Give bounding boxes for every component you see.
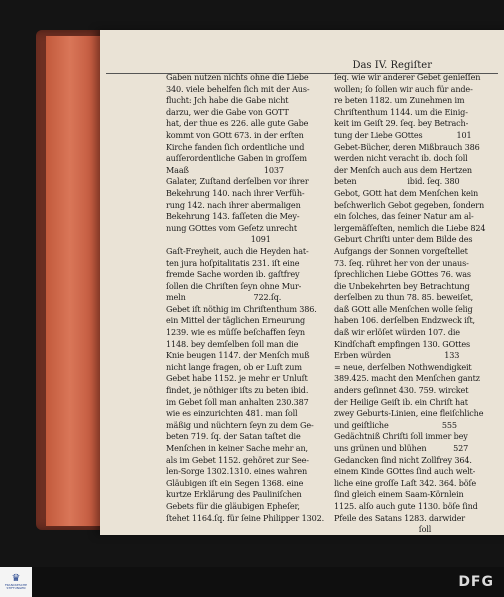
viewer-footer: [0, 567, 504, 597]
text-line: liche eine groſſe Laſt 342. 364. böſe: [334, 477, 477, 488]
text-line: ſoll: [334, 524, 432, 535]
text-line: 389.425. macht den Menſchen gantz: [334, 373, 480, 384]
text-line: lergemäſſeſten, nemlich die Liebe 824: [334, 222, 486, 233]
text-line: als im Gebet 1152. gehöret zur See-: [166, 454, 309, 465]
text-line: 1091: [166, 234, 271, 245]
text-line: haben 106. derſelben Endzweck iſt,: [334, 315, 475, 326]
text-line: hat, der thue es 226. alle gute Gabe: [166, 118, 309, 129]
left-text-column: [166, 72, 324, 524]
text-line: die Unbekehrten bey Betrachtung: [334, 280, 470, 291]
text-line: tung der Liebe GOttes 101: [334, 129, 472, 140]
dfg-logo[interactable]: DFG: [458, 574, 494, 590]
library-logo-text: FRANCKESCHE STIFTUNGEN: [4, 583, 28, 590]
text-line: daß wir erlöſet würden 107. die: [334, 327, 460, 338]
text-line: mäßig und nüchtern ſeyn zu dem Ge-: [166, 419, 314, 430]
text-line: wollen; ſo ſollen wir auch für ande-: [334, 83, 473, 94]
text-line: Erben würden 133: [334, 350, 460, 361]
text-line: 1239. wie es müſſe beſchaffen ſeyn: [166, 327, 305, 338]
eagle-icon: ♛: [11, 573, 21, 584]
text-line: ein ſolches, das ſeiner Natur am al-: [334, 211, 474, 222]
text-line: kurtze Erklärung des Pauliniſchen: [166, 489, 302, 500]
text-line: Gaſt-Freyheit, auch die Heyden hat-: [166, 245, 309, 256]
text-line: ein Mittel der täglichen Erneurung: [166, 315, 306, 326]
text-line: derſelben zu thun 78. 85. beweiſet,: [334, 292, 474, 303]
text-line: Gaben nutzen nichts ohne die Liebe: [166, 72, 309, 82]
text-line: len-Sorge 1302.1310. eines wahren: [166, 466, 308, 477]
library-logo[interactable]: [0, 567, 32, 597]
text-line: ſollen die Chriſten ſeyn ohne Mur-: [166, 280, 302, 291]
text-line: Menſchen in keiner Sache mehr an,: [166, 443, 308, 453]
text-line: 340. viele behelfen ſich mit der Aus-: [166, 83, 310, 94]
text-line: wie es einzurichten 481. man ſoll: [166, 408, 298, 419]
text-line: Bekehrung 140. nach ihrer Verfüh-: [166, 187, 305, 198]
text-line: Kirche fanden ſich ordentliche und: [166, 141, 305, 152]
running-header-text: Das IV. Regiſter: [352, 60, 432, 71]
text-line: uns grünen und blühen 527: [334, 443, 469, 453]
text-line: ſeq. wie wir anderer Gebet genieſſen: [334, 72, 481, 82]
text-line: Gebet-Bücher, deren Mißbrauch 386: [334, 141, 480, 152]
text-line: im Gebet ſoll man anhalten 230.387: [166, 396, 309, 407]
text-line: daß GOtt alle Menſchen wolle ſelig: [334, 303, 473, 314]
text-line: nicht lange fragen, ob er Luſt zum: [166, 361, 302, 372]
text-line: Galater, Zuſtand derſelben vor ihrer: [166, 176, 309, 187]
text-line: Kindſchaft empfingen 130. GOttes: [334, 338, 470, 349]
text-line: werden nicht veracht ib. doch ſoll: [334, 153, 468, 164]
text-line: Geburt Chriſti unter dem Bilde des: [334, 234, 473, 245]
text-line: darzu, wer die Gabe von GOTT: [166, 106, 289, 117]
text-line: ten jura hoſpitalitatis 231. iſt eine: [166, 257, 300, 268]
text-line: re beten 1182. um Zunehmen im: [334, 95, 465, 106]
text-line: kommt von GOtt 673. in der erſten: [166, 129, 304, 140]
text-line: und geiſtliche 555: [334, 419, 457, 430]
text-line: Maaß 1037: [166, 164, 284, 175]
text-line: fremde Sache worden ib. gaſtfrey: [166, 269, 300, 280]
text-line: ſtehet 1164.ſq. für ſeine Philipper 1302.: [166, 512, 324, 523]
text-line: Gebets für die gläubigen Epheſer,: [166, 500, 300, 511]
right-text-column: [334, 72, 485, 536]
text-line: 73. ſeq. rühret her von der unaus-: [334, 257, 469, 268]
text-line: der Menſch auch aus dem Hertzen: [334, 164, 472, 175]
text-line: Knie beugen 1147. der Menſch muß: [166, 350, 310, 361]
text-line: anders geſinnet 430. 759. wircket: [334, 385, 469, 396]
text-line: Gedächtniß Chriſti ſoll immer bey: [334, 431, 468, 442]
text-line: meln 722.ſq.: [166, 292, 282, 303]
text-line: beten 719. ſq. der Satan taſtet die: [166, 431, 301, 442]
text-line: 1148. bey demſelben ſoll man die: [166, 338, 299, 349]
text-line: auſſerordentliche Gaben in groſſem: [166, 153, 307, 164]
text-line: Gebet iſt nöthig im Chriſtenthum 386.: [166, 303, 317, 314]
text-line: = neue, derſelben Nothwendigkeit: [334, 361, 472, 372]
text-line: beſchwerlich Gebot gegeben, ſondern: [334, 199, 485, 210]
text-line: keit im Geiſt 29. ſeq. bey Betrach-: [334, 118, 469, 129]
text-line: nung GOttes vom Geſetz unrecht: [166, 222, 297, 233]
text-line: Chriſtenthum 1144. um die Einig-: [334, 106, 468, 117]
text-line: Gebet habe 1152. je mehr er Unluſt: [166, 373, 308, 384]
text-line: einem Kinde GOttes ſind auch welt-: [334, 466, 476, 477]
text-line: ſprechlichen Liebe GOttes 76. was: [334, 269, 471, 280]
text-line: rung 142. nach ihrer abermaligen: [166, 199, 301, 210]
text-line: zwey Geburts-Linien, eine fleiſchliche: [334, 408, 484, 419]
text-line: ſind gleich einem Saam-Körnlein: [334, 489, 464, 500]
text-line: Gedancken ſind nicht Zollfrey 364.: [334, 454, 472, 465]
text-line: Gebot, GOtt hat dem Menſchen kein: [334, 187, 479, 198]
text-line: flucht: Jch habe die Gabe nicht: [166, 95, 289, 106]
text-line: Aufgangs der Sonnen vorgeſtellet: [334, 245, 468, 256]
text-line: beten ibid. ſeq. 380: [334, 176, 460, 187]
text-line: Gläubigen iſt ein Segen 1368. eine: [166, 477, 304, 488]
text-line: findet, je nöthiger iſts zu beten ibid.: [166, 385, 309, 396]
text-line: der Heilige Geiſt ib. ein Chriſt hat: [334, 396, 468, 407]
text-line: Pfeile des Satans 1283. darwider: [334, 512, 466, 523]
page-edges: [46, 36, 108, 526]
text-line: 1125. alſo auch gute 1130. böſe ſind: [334, 500, 478, 511]
text-line: Bekehrung 143. faſſeten die Mey-: [166, 211, 300, 222]
